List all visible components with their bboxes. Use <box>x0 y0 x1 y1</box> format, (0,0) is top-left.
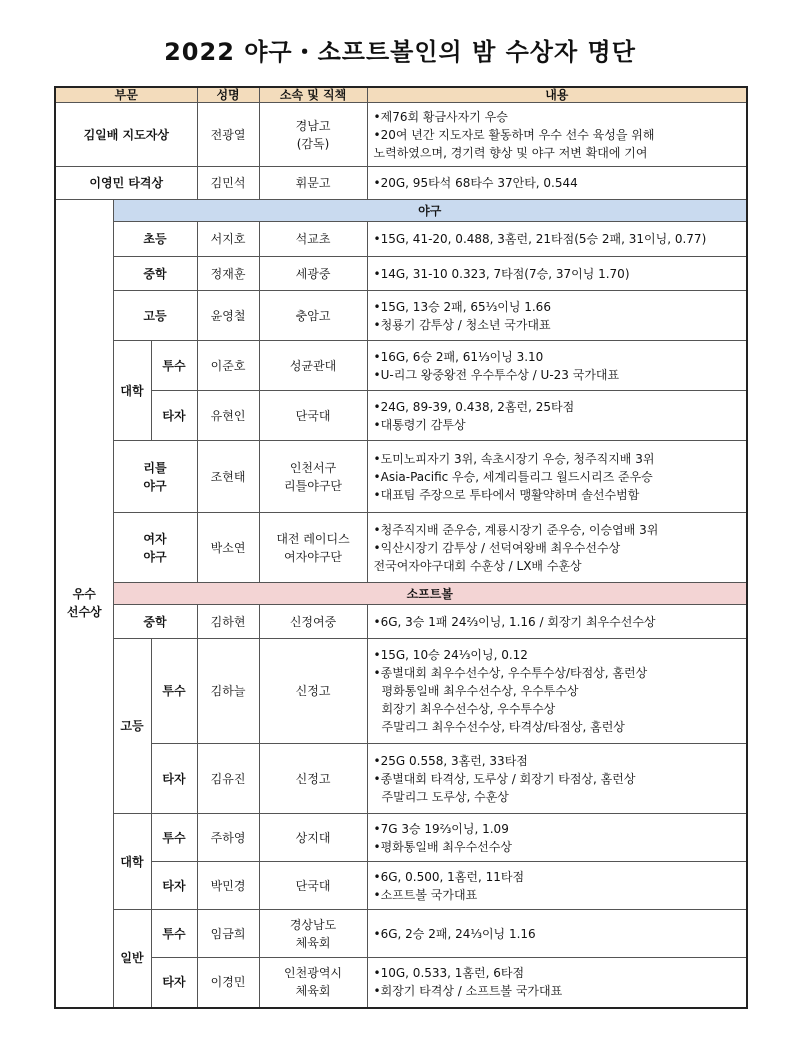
affiliation-cell: 단국대 <box>259 391 367 441</box>
affiliation-cell: 세광중 <box>259 257 367 291</box>
content-line: •24G, 89-39, 0.438, 2홈런, 25타점 <box>373 399 575 414</box>
table-row <box>55 291 747 341</box>
content-line: 전국여자야구대회 수훈상 / LX배 수훈상 <box>373 558 582 573</box>
affiliation-line: 경남고 <box>295 118 331 133</box>
content-cell <box>367 862 747 910</box>
content-line: •청주직지배 준우승, 계룡시장기 준우승, 이승엽배 3위 <box>373 522 659 537</box>
section-row-baseball <box>55 200 747 222</box>
affiliation-cell: 충암고 <box>259 291 367 341</box>
affiliation-cell: 성균관대 <box>259 341 367 391</box>
category-cell: 고등 <box>113 291 197 341</box>
category-cell <box>113 513 197 583</box>
content-line: •종별대회 타격상, 도루상 / 회장기 타점상, 홈런상 <box>373 771 636 786</box>
content-cell <box>367 910 747 958</box>
name-cell: 박소연 <box>197 513 259 583</box>
category-cell: 일반 <box>113 910 151 1008</box>
content-line: •도미노피자기 3위, 속초시장기 우승, 청주직지배 3위 <box>373 451 655 466</box>
content-cell <box>367 958 747 1008</box>
category-cell: 대학 <box>113 341 151 441</box>
name-cell: 주하영 <box>197 814 259 862</box>
name-cell: 전광열 <box>197 103 259 167</box>
table-row <box>55 513 747 583</box>
section-row-softball <box>55 583 747 605</box>
table-row <box>55 605 747 639</box>
content-line: 주말리그 최우수선수상, 타격상/타점상, 홈런상 <box>381 720 625 734</box>
role-cell: 투수 <box>151 910 197 958</box>
name-cell: 김유진 <box>197 744 259 814</box>
table-row <box>55 744 747 814</box>
content-line: •20여 년간 지도자로 활동하며 우수 선수 육성을 위해 <box>373 127 655 142</box>
affiliation-cell: 신정여중 <box>259 605 367 639</box>
role-cell: 투수 <box>151 341 197 391</box>
affiliation-cell: 신정고 <box>259 639 367 744</box>
content-line: •25G 0.558, 3홈런, 33타점 <box>373 753 528 768</box>
label-line: 우수 <box>72 587 96 602</box>
category-cell: 고등 <box>113 639 151 814</box>
header-name: 성명 <box>197 87 259 103</box>
page-title: 2022 야구・소프트볼인의 밤 수상자 명단 <box>164 38 636 66</box>
label-line: 선수상 <box>66 605 102 620</box>
name-cell: 윤영철 <box>197 291 259 341</box>
table-row <box>55 391 747 441</box>
content-line: •16G, 6승 2패, 61⅓이닝 3.10 <box>373 349 544 364</box>
content-line: •15G, 13승 2패, 65⅓이닝 1.66 <box>373 299 551 314</box>
content-line: •대표팀 주장으로 투타에서 맹활약하며 솔선수범함 <box>373 487 640 502</box>
name-cell: 이경민 <box>197 958 259 1008</box>
content-line: 회장기 최우수선수상, 우수투수상 <box>381 702 556 716</box>
content-line: 주말리그 도루상, 수훈상 <box>381 789 509 804</box>
section-softball: 소프트볼 <box>113 583 747 605</box>
content-cell <box>367 391 747 441</box>
content-line: •20G, 95타석 68타수 37안타, 0.544 <box>373 176 578 190</box>
table-row <box>55 167 747 200</box>
content-line: •종별대회 최우수선수상, 우수투수상/타점상, 홈런상 <box>373 666 648 680</box>
content-line: •소프트볼 국가대표 <box>373 887 478 902</box>
content-line: •청룡기 감투상 / 청소년 국가대표 <box>373 317 551 332</box>
affiliation-line: 여자야구단 <box>284 549 343 564</box>
affiliation-line: 대전 레이디스 <box>276 531 350 546</box>
category-line: 야구 <box>143 549 167 564</box>
content-cell <box>367 257 747 291</box>
role-cell: 투수 <box>151 639 197 744</box>
table-row <box>55 814 747 862</box>
affiliation-cell: 단국대 <box>259 862 367 910</box>
content-cell <box>367 639 747 744</box>
header-affiliation: 소속 및 직책 <box>259 87 367 103</box>
content-line: •회장기 타격상 / 소프트볼 국가대표 <box>373 984 563 999</box>
content-cell <box>367 341 747 391</box>
affiliation-line: 경상남도 <box>289 917 337 932</box>
content-line: 노력하였으며, 경기력 향상 및 야구 저변 확대에 기여 <box>373 145 648 160</box>
table-row <box>55 639 747 744</box>
content-line: •15G, 10승 24⅓이닝, 0.12 <box>373 648 528 662</box>
content-cell <box>367 222 747 257</box>
affiliation-cell <box>259 103 367 167</box>
content-cell <box>367 103 747 167</box>
section-baseball: 야구 <box>113 200 747 222</box>
table-row <box>55 341 747 391</box>
affiliation-cell <box>259 441 367 513</box>
content-cell <box>367 814 747 862</box>
category-cell: 중학 <box>113 257 197 291</box>
table-row <box>55 257 747 291</box>
category-cell: 중학 <box>113 605 197 639</box>
content-cell <box>367 605 747 639</box>
affiliation-cell: 신정고 <box>259 744 367 814</box>
outstanding-player-label <box>55 200 113 1008</box>
affiliation-line: 리틀야구단 <box>284 478 343 493</box>
table-header-row <box>55 87 747 103</box>
content-line: •U-리그 왕중왕전 우수투수상 / U-23 국가대표 <box>373 367 620 382</box>
role-cell: 타자 <box>151 862 197 910</box>
name-cell: 임금희 <box>197 910 259 958</box>
content-line: •대통령기 감투상 <box>373 417 466 432</box>
content-line: •10G, 0.533, 1홈런, 6타점 <box>373 966 525 981</box>
name-cell: 김하늘 <box>197 639 259 744</box>
category-line: 여자 <box>143 531 167 546</box>
category-cell: 대학 <box>113 814 151 910</box>
table-row <box>55 910 747 958</box>
header-content: 내용 <box>367 87 747 103</box>
name-cell: 조현태 <box>197 441 259 513</box>
content-line: •6G, 2승 2패, 24⅓이닝 1.16 <box>373 926 536 941</box>
category-cell <box>113 441 197 513</box>
name-cell: 이준호 <box>197 341 259 391</box>
content-line: 평화통일배 최우수선수상, 우수투수상 <box>381 684 579 698</box>
content-cell <box>367 513 747 583</box>
content-line: •6G, 0.500, 1홈런, 11타점 <box>373 869 525 884</box>
affiliation-line: 체육회 <box>295 984 331 999</box>
role-cell: 타자 <box>151 958 197 1008</box>
category-cell: 김일배 지도자상 <box>55 103 197 167</box>
content-cell <box>367 167 747 200</box>
content-line: •익산시장기 감투상 / 선덕여왕배 최우수선수상 <box>373 540 621 555</box>
category-line: 야구 <box>143 478 167 493</box>
category-cell: 초등 <box>113 222 197 257</box>
affiliation-line: (감독) <box>296 136 330 151</box>
content-line: •6G, 3승 1패 24⅔이닝, 1.16 / 회장기 최우수선수상 <box>373 614 656 629</box>
affiliation-cell <box>259 513 367 583</box>
table-row <box>55 222 747 257</box>
category-line: 리틀 <box>143 460 167 475</box>
content-line: •14G, 31-10 0.323, 7타점(7승, 37이닝 1.70) <box>373 266 630 281</box>
award-table <box>54 86 748 1009</box>
content-line: •7G 3승 19⅔이닝, 1.09 <box>373 821 509 836</box>
name-cell: 김하현 <box>197 605 259 639</box>
table-row <box>55 103 747 167</box>
name-cell: 박민경 <box>197 862 259 910</box>
affiliation-line: 인천서구 <box>289 460 337 475</box>
table-row <box>55 441 747 513</box>
content-cell <box>367 291 747 341</box>
affiliation-cell: 석교초 <box>259 222 367 257</box>
name-cell: 유현인 <box>197 391 259 441</box>
content-cell <box>367 441 747 513</box>
content-cell <box>367 744 747 814</box>
affiliation-line: 체육회 <box>295 935 331 950</box>
table-row <box>55 958 747 1008</box>
content-line: •제76회 황금사자기 우승 <box>373 109 508 124</box>
content-line: •Asia-Pacific 우승, 세계리틀리그 월드시리즈 준우승 <box>373 469 653 484</box>
header-category: 부문 <box>55 87 197 103</box>
name-cell: 서지호 <box>197 222 259 257</box>
content-line: •15G, 41-20, 0.488, 3홈런, 21타점(5승 2패, 31이닝, 0.77) <box>373 232 707 246</box>
table-row <box>55 862 747 910</box>
affiliation-cell: 상지대 <box>259 814 367 862</box>
name-cell: 김민석 <box>197 167 259 200</box>
affiliation-cell <box>259 910 367 958</box>
name-cell: 정재훈 <box>197 257 259 291</box>
category-cell: 이영민 타격상 <box>55 167 197 200</box>
role-cell: 투수 <box>151 814 197 862</box>
affiliation-cell <box>259 958 367 1008</box>
role-cell: 타자 <box>151 744 197 814</box>
content-line: •평화통일배 최우수선수상 <box>373 839 512 854</box>
affiliation-line: 인천광역시 <box>284 966 343 981</box>
affiliation-cell: 휘문고 <box>259 167 367 200</box>
role-cell: 타자 <box>151 391 197 441</box>
